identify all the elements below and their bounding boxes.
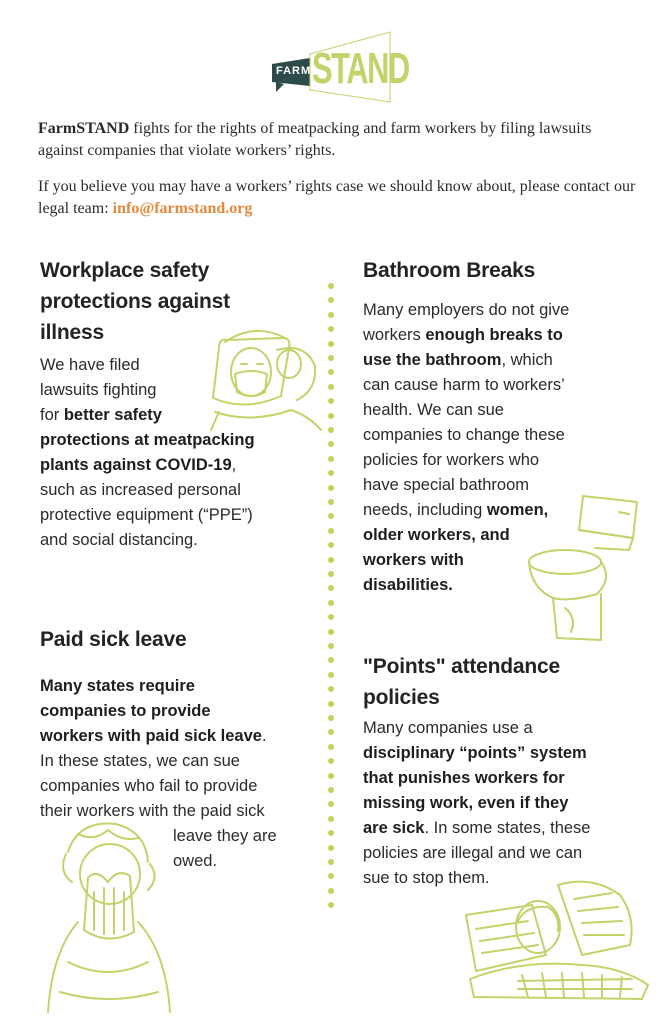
- divider-dot: [328, 686, 334, 692]
- divider-dot: [328, 413, 334, 419]
- divider-dot: [328, 369, 334, 375]
- contact-text: If you believe you may have a workers’ rights case we should know about, please contact our legal team:: [38, 178, 636, 217]
- divider-dot: [328, 283, 334, 289]
- sick-leave-title: Paid sick leave: [40, 628, 187, 651]
- intro-paragraph: [38, 118, 638, 162]
- divider-dot: [328, 499, 334, 505]
- divider-dot: [328, 470, 334, 476]
- divider-dot: [328, 528, 334, 534]
- divider-dot: [328, 614, 334, 620]
- divider-dot: [328, 441, 334, 447]
- divider-dot: [328, 729, 334, 735]
- intro-text: fights for the rights of meatpacking and farm workers by filing lawsuits against companies that violate workers’ rights.: [38, 120, 592, 159]
- divider-dot: [328, 715, 334, 721]
- contact-paragraph: [38, 176, 638, 220]
- divider-dot: [328, 816, 334, 822]
- points-body: Many companies use a disciplinary “points” system that punishes workers for missing work, even if they are sick. In some states, these policies are illegal and we can sue to stop them.: [363, 719, 591, 887]
- divider-dot: [328, 384, 334, 390]
- divider-dot: [328, 845, 334, 851]
- contact-email-link[interactable]: info@farmstand.org: [112, 200, 253, 217]
- divider-dot: [328, 513, 334, 519]
- divider-dot: [328, 485, 334, 491]
- divider-dot: [328, 312, 334, 318]
- divider-dot: [328, 355, 334, 361]
- points-title: "Points" attendance policies: [363, 655, 560, 709]
- divider-dot: [328, 701, 334, 707]
- divider-dot: [328, 657, 334, 663]
- sick-leave-body: Many states require companies to provide workers with paid sick leave. In these states, we can sue companies who fail to provide their workers with the paid sick leave they are owed.: [40, 677, 277, 870]
- divider-dot: [328, 600, 334, 606]
- divider-dot: [328, 801, 334, 807]
- divider-dot: [328, 542, 334, 548]
- bathroom-body: Many employers do not give workers enough breaks to use the bathroom, which can cause harm to workers’ health. We can sue companies to change these policies for workers who have special bathroom needs, including women, older workers, and workers with disabilities.: [363, 301, 570, 594]
- workplace-title: Workplace safety protections against illness: [40, 259, 230, 344]
- divider-dot: [328, 585, 334, 591]
- divider-dot: [328, 902, 334, 908]
- crying-person-icon: [38, 812, 178, 1017]
- divider-dot: [328, 341, 334, 347]
- workplace-body: We have filed lawsuits fighting for better safety protections at meatpacking plants against COVID-19, such as increased personal protective equipment (“PPE”) and social distancing.: [40, 356, 255, 549]
- dotted-divider: [328, 283, 336, 903]
- toilet-icon: [525, 490, 645, 645]
- divider-dot: [328, 398, 334, 404]
- farmstand-logo: [270, 24, 409, 104]
- sick-in-bed-icon: [462, 875, 652, 1000]
- divider-dot: [328, 830, 334, 836]
- divider-dot: [328, 888, 334, 894]
- divider-dot: [328, 557, 334, 563]
- divider-dot: [328, 773, 334, 779]
- divider-dot: [328, 571, 334, 577]
- logo-stand-text: STAND: [312, 44, 409, 93]
- divider-dot: [328, 326, 334, 332]
- org-name: FarmSTAND: [38, 120, 130, 137]
- divider-dot: [328, 629, 334, 635]
- divider-dot: [328, 744, 334, 750]
- divider-dot: [328, 672, 334, 678]
- face-shield-worker-icon: [205, 320, 325, 430]
- bathroom-title: Bathroom Breaks: [363, 259, 536, 282]
- divider-dot: [328, 427, 334, 433]
- divider-dot: [328, 758, 334, 764]
- divider-dot: [328, 297, 334, 303]
- divider-dot: [328, 456, 334, 462]
- divider-dot: [328, 643, 334, 649]
- divider-dot: [328, 873, 334, 879]
- divider-dot: [328, 859, 334, 865]
- logo-farm-text: FARM: [276, 65, 312, 77]
- divider-dot: [328, 787, 334, 793]
